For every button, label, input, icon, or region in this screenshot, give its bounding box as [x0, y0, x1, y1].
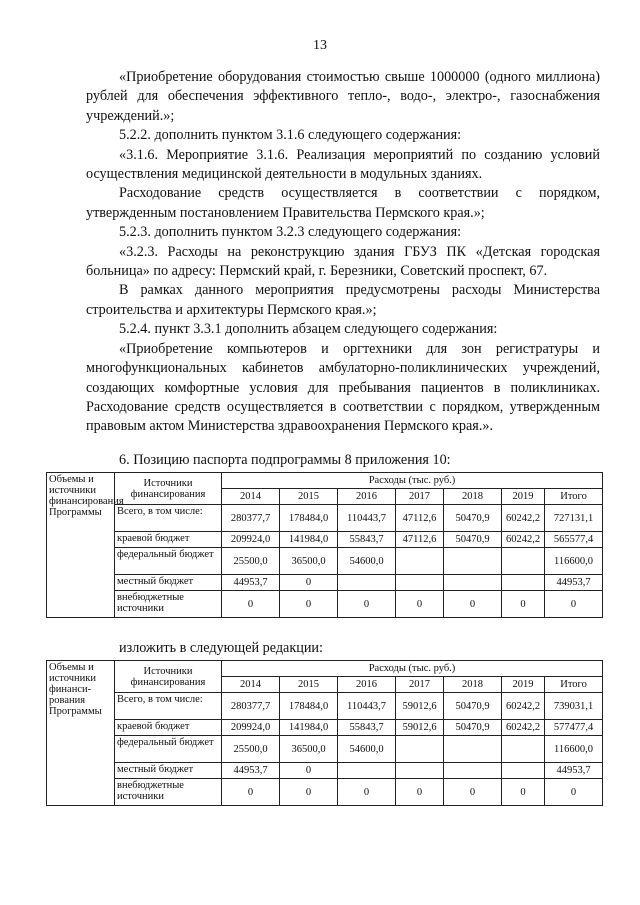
value-cell: [396, 736, 444, 763]
value-cell: [338, 575, 396, 591]
total-header: Итого: [545, 677, 603, 693]
table-row: [47, 736, 603, 763]
value-cell: 60242,2: [502, 720, 545, 736]
value-cell: [396, 763, 444, 779]
sources-header: Источники финансирования: [115, 473, 222, 505]
total-cell: 44953,7: [545, 575, 603, 591]
year-header: 2014: [222, 677, 280, 693]
source-label: Всего, в том числе:: [115, 505, 222, 532]
value-cell: [338, 763, 396, 779]
financing-table-before: [46, 472, 603, 618]
value-cell: 60242,2: [502, 693, 545, 720]
value-cell: 178484,0: [280, 505, 338, 532]
year-header: 2018: [444, 677, 502, 693]
source-label: краевой бюджет: [115, 532, 222, 548]
year-header: 2019: [502, 677, 545, 693]
value-cell: 44953,7: [222, 763, 280, 779]
source-label: Всего, в том числе:: [115, 693, 222, 720]
body-text: [86, 68, 600, 437]
source-label: краевой бюджет: [115, 720, 222, 736]
value-cell: 141984,0: [280, 532, 338, 548]
source-label: местный бюджет: [115, 575, 222, 591]
value-cell: 0: [502, 779, 545, 806]
total-cell: 44953,7: [545, 763, 603, 779]
value-cell: 0: [444, 779, 502, 806]
value-cell: [444, 763, 502, 779]
value-cell: 0: [444, 591, 502, 618]
value-cell: [502, 548, 545, 575]
value-cell: 280377,7: [222, 505, 280, 532]
value-cell: 36500,0: [280, 548, 338, 575]
paragraph-2: 5.2.2. дополнить пунктом 3.1.6 следующего содержания:: [119, 127, 462, 144]
value-cell: 50470,9: [444, 720, 502, 736]
table-row: [47, 548, 603, 575]
source-label: внебюджетные источники: [115, 779, 222, 806]
total-cell: 577477,4: [545, 720, 603, 736]
value-cell: 110443,7: [338, 505, 396, 532]
value-cell: [502, 763, 545, 779]
year-header: 2014: [222, 489, 280, 505]
year-header: 2017: [396, 677, 444, 693]
paragraph-7: В рамках данного мероприятия предусмотрены расходы Министерства строительства и архитектуры Пермского края.»;: [86, 282, 600, 318]
total-cell: 0: [545, 591, 603, 618]
value-cell: 0: [280, 779, 338, 806]
table-row: [47, 779, 603, 806]
value-cell: 0: [280, 591, 338, 618]
value-cell: 0: [280, 763, 338, 779]
paragraph-9: «Приобретение компьютеров и оргтехники для зон регистратуры и многофункциональных кабинетов амбулаторно-поликлинических учреждений, создающих комфортные условия для пребывания пациентов в поликлиниках. Расходование средств осуществляется в соответствии с порядком, утвержденным правовым актом Министерства здравоохранения Пермского края.».: [86, 340, 600, 435]
value-cell: [396, 575, 444, 591]
table-row: [47, 505, 603, 532]
table-row: [47, 693, 603, 720]
value-cell: 0: [338, 779, 396, 806]
value-cell: 141984,0: [280, 720, 338, 736]
financing-table-after: [46, 660, 603, 806]
value-cell: [502, 736, 545, 763]
value-cell: 0: [222, 779, 280, 806]
year-header: 2016: [338, 677, 396, 693]
source-label: внебюджетные источники: [115, 591, 222, 618]
table-heading-before: 6. Позицию паспорта подпрограммы 8 приложения 10:: [119, 452, 451, 468]
value-cell: 47112,6: [396, 532, 444, 548]
total-cell: 565577,4: [545, 532, 603, 548]
value-cell: [502, 575, 545, 591]
paragraph-8: 5.2.4. пункт 3.3.1 дополнить абзацем следующего содержания:: [119, 321, 498, 338]
value-cell: 0: [396, 591, 444, 618]
value-cell: [444, 575, 502, 591]
value-cell: 209924,0: [222, 720, 280, 736]
value-cell: 50470,9: [444, 532, 502, 548]
total-cell: 0: [545, 779, 603, 806]
value-cell: 59012,6: [396, 693, 444, 720]
sources-header: Источники финансирования: [115, 661, 222, 693]
expenses-header: Расходы (тыс. руб.): [222, 473, 603, 489]
source-label: федеральный бюджет: [115, 548, 222, 575]
value-cell: 50470,9: [444, 693, 502, 720]
table-row: [47, 591, 603, 618]
year-header: 2019: [502, 489, 545, 505]
value-cell: 0: [222, 591, 280, 618]
total-header: Итого: [545, 489, 603, 505]
value-cell: 280377,7: [222, 693, 280, 720]
value-cell: [396, 548, 444, 575]
source-label: местный бюджет: [115, 763, 222, 779]
paragraph-6: «3.2.3. Расходы на реконструкцию здания ГБУЗ ПК «Детская городская больница» по адресу: Пермский край, г. Березники, Советский проспект, 67.: [86, 243, 600, 280]
value-cell: 55843,7: [338, 720, 396, 736]
page-number: 13: [313, 38, 327, 53]
value-cell: 25500,0: [222, 736, 280, 763]
table-row: [47, 532, 603, 548]
total-cell: 116600,0: [545, 548, 603, 575]
paragraph-1: «Приобретение оборудования стоимостью свыше 1000000 (одного миллиона) рублей для обеспечения эффективного тепло-, водо-, электро-, газоснабжения учреждений.»;: [86, 69, 600, 124]
row-label-cell: Объемы и источники финанси-рования Программы: [47, 661, 115, 806]
value-cell: 0: [338, 591, 396, 618]
total-cell: 116600,0: [545, 736, 603, 763]
value-cell: 44953,7: [222, 575, 280, 591]
value-cell: 60242,2: [502, 532, 545, 548]
year-header: 2015: [280, 677, 338, 693]
year-header: 2017: [396, 489, 444, 505]
table-row: [47, 763, 603, 779]
table-heading-after: изложить в следующей редакции:: [119, 640, 323, 656]
value-cell: 0: [280, 575, 338, 591]
value-cell: 50470,9: [444, 505, 502, 532]
row-label-cell: Объемы и источники финансирования Программы: [47, 473, 115, 618]
paragraph-3: «3.1.6. Мероприятие 3.1.6. Реализация мероприятий по созданию условий осуществления медицинской деятельности в модульных зданиях.: [86, 146, 600, 183]
year-header: 2016: [338, 489, 396, 505]
value-cell: 178484,0: [280, 693, 338, 720]
value-cell: 55843,7: [338, 532, 396, 548]
value-cell: [444, 736, 502, 763]
expenses-header: Расходы (тыс. руб.): [222, 661, 603, 677]
year-header: 2018: [444, 489, 502, 505]
value-cell: 54600,0: [338, 736, 396, 763]
value-cell: 0: [502, 591, 545, 618]
value-cell: 47112,6: [396, 505, 444, 532]
table-row: [47, 575, 603, 591]
value-cell: 59012,6: [396, 720, 444, 736]
year-header: 2015: [280, 489, 338, 505]
total-cell: 727131,1: [545, 505, 603, 532]
value-cell: [444, 548, 502, 575]
value-cell: 60242,2: [502, 505, 545, 532]
value-cell: 110443,7: [338, 693, 396, 720]
value-cell: 0: [396, 779, 444, 806]
total-cell: 739031,1: [545, 693, 603, 720]
table-row: [47, 720, 603, 736]
paragraph-4: Расходование средств осуществляется в соответствии с порядком, утвержденным постановлением Правительства Пермского края.»;: [86, 185, 600, 221]
paragraph-5: 5.2.3. дополнить пунктом 3.2.3 следующего содержания:: [119, 224, 462, 241]
value-cell: 54600,0: [338, 548, 396, 575]
value-cell: 25500,0: [222, 548, 280, 575]
value-cell: 36500,0: [280, 736, 338, 763]
value-cell: 209924,0: [222, 532, 280, 548]
source-label: федеральный бюджет: [115, 736, 222, 763]
